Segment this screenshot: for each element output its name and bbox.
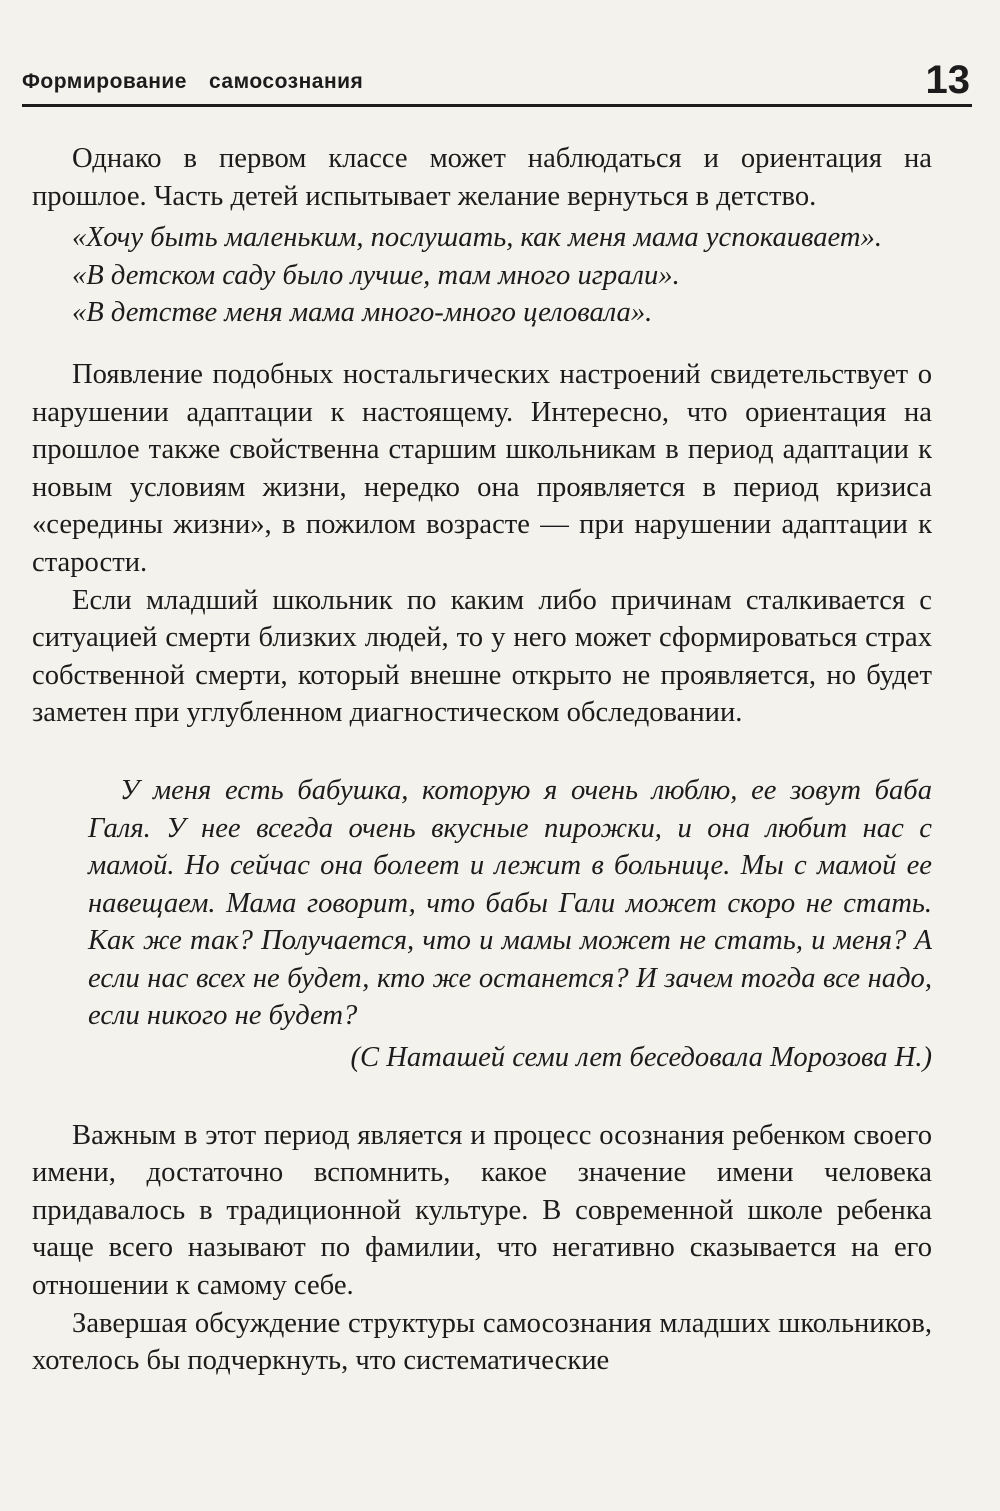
running-title-word-1: Формирование [22,70,187,93]
quote-1: «Хочу быть маленьким, послушать, как меня мама успокаивает». [72,222,882,254]
story-credit: (С Наташей семи лет беседовала Морозова Н.) [350,1042,932,1074]
running-header [22,58,972,107]
paragraph-3: Если младший школьник по каким либо причинам сталкивается с ситуацией смерти близких людей, то у него может сформироваться страх собственной смерти, который внешне открыто не проявляется, но будет заметен при углубленном диагностическом обследовании. [32,584,932,729]
paragraph-5: Завершая обсуждение структуры самосознания младших школьников, хотелось бы подчеркнуть, что систематические [32,1307,932,1377]
running-title-word-2: самосознания [209,70,364,93]
page-number: 13 [925,58,970,102]
paragraph-4: Важным в этот период является и процесс осознания ребенком своего имени, достаточно вспомнить, какое значение имени человека придавалось в традиционной культуре. В современной школе ребенка чаще всего называют по фамилии, что негативно сказывается на его отношении к самому себе. [32,1119,932,1302]
page-body [32,140,932,1380]
paragraph-2: Появление подобных ностальгических настроений свидетельствует о нарушении адаптации к настоящему. Интересно, что ориентация на прошлое также свойственна старшим школьникам в период адаптации к новым условиям жизни, нередко она проявляется в период кризиса «середины жизни», в пожилом возрасте — при нарушении адаптации к старости. [32,358,932,578]
running-title [22,70,363,94]
paragraph-1: Однако в первом классе может наблюдаться и ориентация на прошлое. Часть детей испытывает желание вернуться в детство. [32,143,932,212]
quote-2: «В детском саду было лучше, там много играли». [72,259,680,291]
child-story: У меня есть бабушка, которую я очень люблю, ее зовут баба Галя. У нее всегда очень вкусные пирожки, и она любит нас с мамой. Но сейчас она болеет и лежит в больнице. Мы с мамой ее навещаем. Мама говорит, что бабы Гали может скоро не стать. Как же так? Получается, что и мамы может не стать, и меня? А если нас всех не будет, кто же останется? И зачем тогда все надо, если никого не будет? [88,774,932,1032]
quote-3: «В детстве меня мама много-много целовала». [72,297,653,329]
